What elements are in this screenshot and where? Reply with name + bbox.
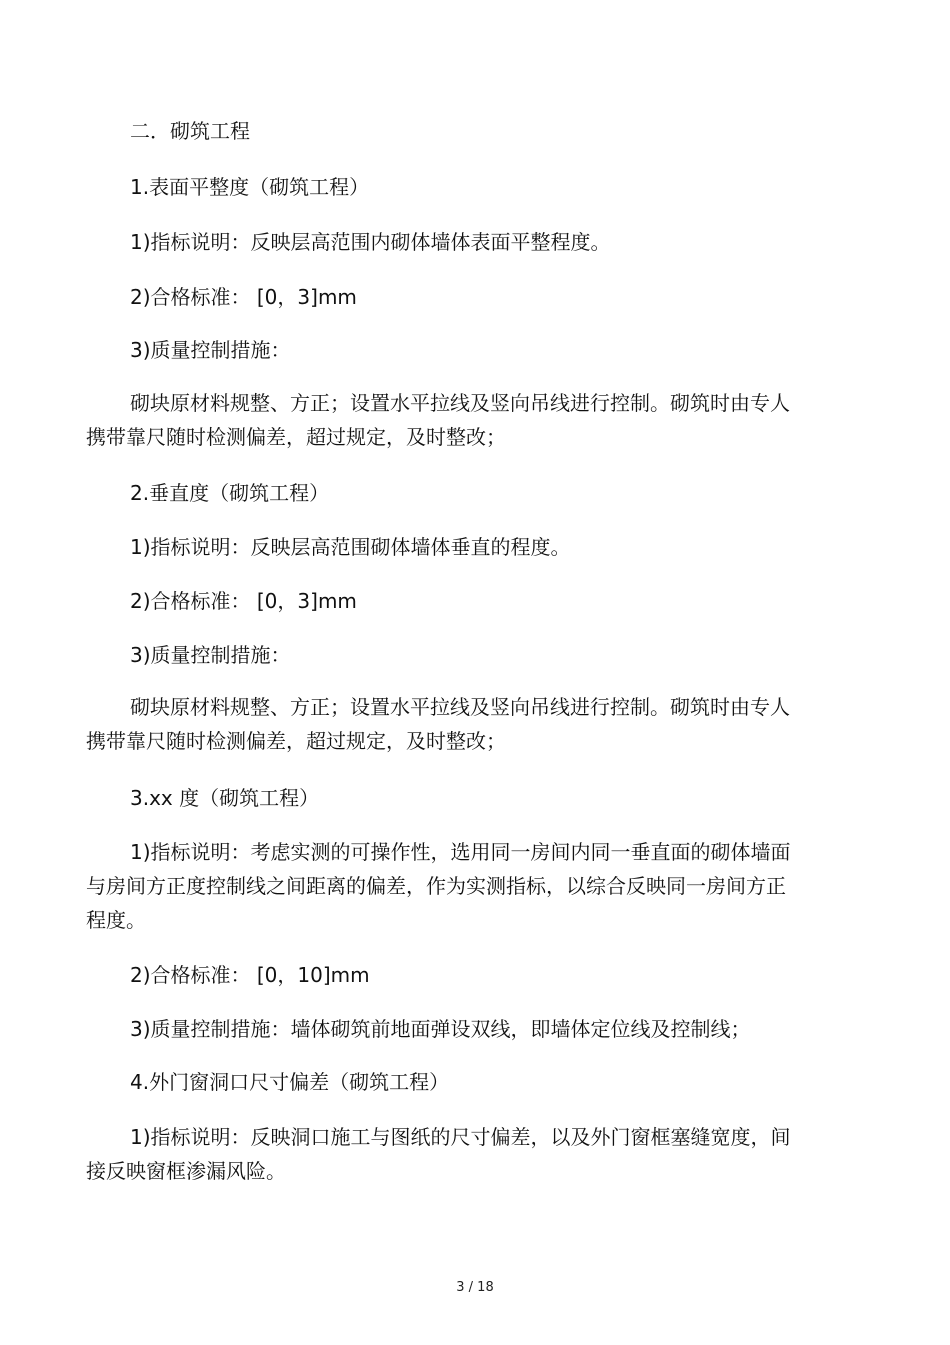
item4-heading: 4.外门窗洞口尺寸偏差（砌筑工程） [130,1070,450,1094]
item2-standard: 2)合格标准： [0，3]mm [130,589,357,613]
item1-measures-text: 砌块原材料规整、方正；设置水平拉线及竖向吊线进行控制。砌筑时由专人携带靠尺随时检测偏差，超过规定，及时整改； [86,391,790,449]
section-title: 二．砌筑工程 [130,119,250,143]
item3-heading: 3.xx 度（砌筑工程） [130,786,320,810]
item2-measures-text: 砌块原材料规整、方正；设置水平拉线及竖向吊线进行控制。砌筑时由专人携带靠尺随时检测偏差，超过规定，及时整改； [86,695,790,753]
item2-measures-label: 3)质量控制措施： [130,643,291,667]
item2-description: 1)指标说明：反映层高范围砌体墙体垂直的程度。 [130,535,571,559]
item1-standard: 2)合格标准： [0，3]mm [130,285,357,309]
item2-heading: 2.垂直度（砌筑工程） [130,481,330,505]
item4-description: 1)指标说明：反映洞口施工与图纸的尺寸偏差，以及外门窗框塞缝宽度，间接反映窗框渗漏风险。 [86,1125,791,1183]
item3-measures: 3)质量控制措施：墙体砌筑前地面弹设双线，即墙体定位线及控制线； [130,1017,751,1041]
item3-standard: 2)合格标准： [0，10]mm [130,963,370,987]
item1-description: 1)指标说明：反映层高范围内砌体墙体表面平整程度。 [130,230,611,254]
item3-description: 1)指标说明：考虑实测的可操作性，选用同一房间内同一垂直面的砌体墙面与房间方正度控制线之间距离的偏差，作为实测指标，以综合反映同一房间方正程度。 [86,840,791,932]
item1-heading: 1.表面平整度（砌筑工程） [130,175,370,199]
item1-measures-label: 3)质量控制措施： [130,338,291,362]
page-number: 3 / 18 [456,1280,494,1295]
